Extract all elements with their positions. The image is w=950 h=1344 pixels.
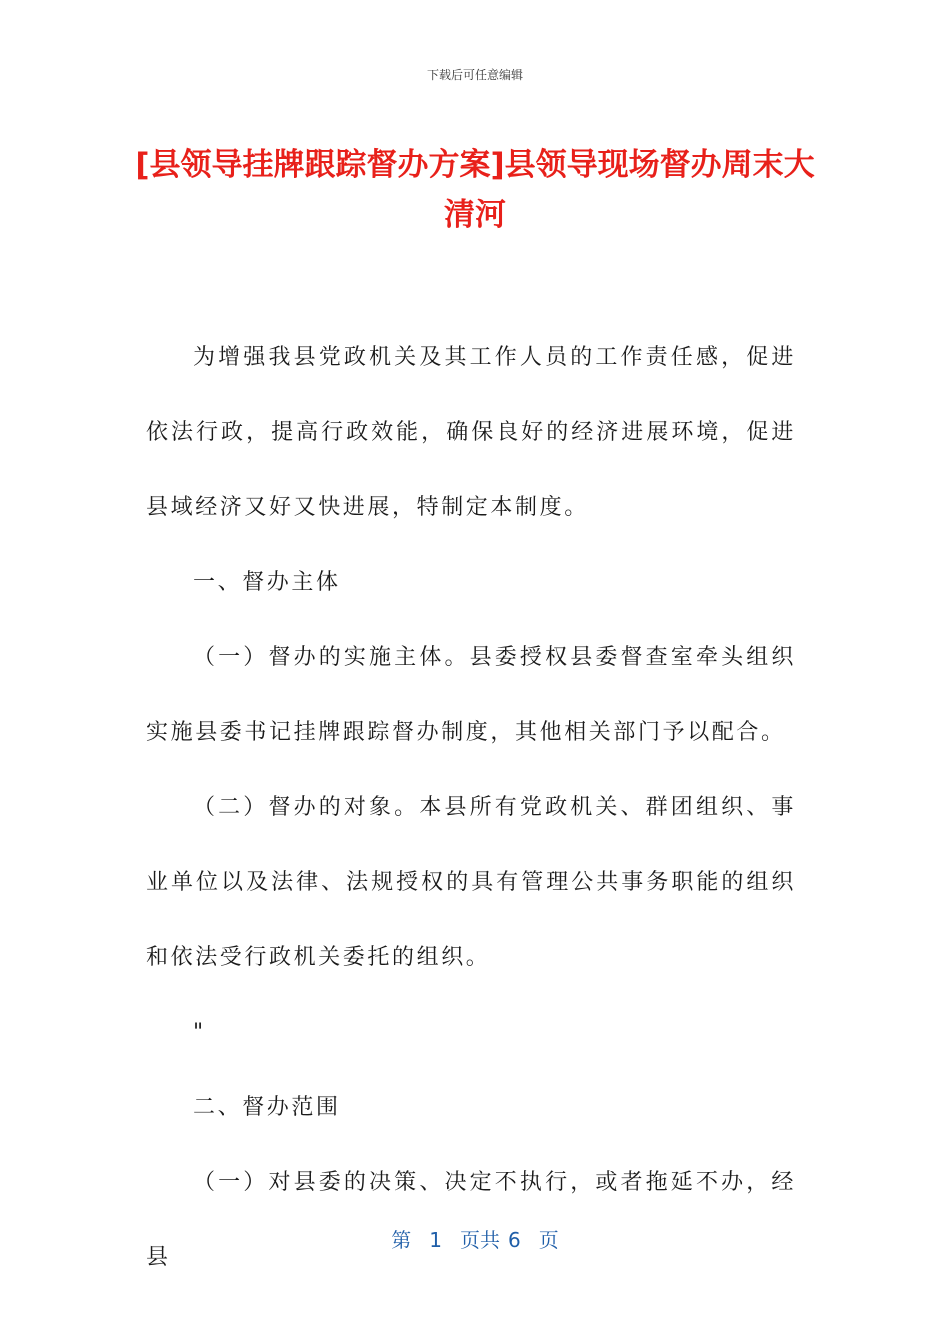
section-heading-2: 二、督办范围 [193,1095,341,1120]
header-note: 下载后可任意编辑 [426,68,523,82]
paragraph-intro: 为增强我县党政机关及其工作人员的工作责任感，促进依法行政，提高行政效能，确保良好的经济进展环境，促进县域经济又好又快进展，特制定本制度。 [146,345,796,520]
paragraph-subject: （一）督办的实施主体。县委授权县委督查室牵头组织实施县委书记挂牌跟踪督办制度，其他相关部门予以配合。 [146,645,796,745]
document-title: [县领导挂牌跟踪督办方案]县领导现场督办周末大清河 [135,147,815,233]
footer-end-label: 页 [538,1228,559,1252]
footer-page-label: 第 [391,1228,412,1252]
footer-current-page: 1 [429,1228,442,1252]
footer-total-pages: 6 [508,1228,521,1252]
footer-of-label: 页共 [460,1228,500,1252]
document-body [146,320,796,1295]
paragraph-object: （二）督办的对象。本县所有党政机关、群团组织、事业单位以及法律、法规授权的具有管理公共事务职能的组织和依法受行政机关委托的组织。 [146,795,796,970]
stray-quote-mark: " [193,1020,206,1045]
page-footer [0,1224,950,1253]
paragraph-scope-1: （一）对县委的决策、决定不执行，或者拖延不办，经县 [146,1170,796,1270]
section-heading-1: 一、督办主体 [193,570,341,595]
